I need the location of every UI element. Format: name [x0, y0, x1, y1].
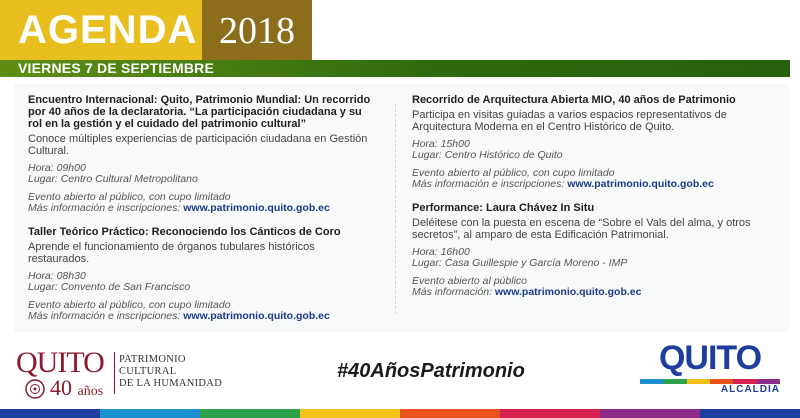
alcaldia-label: ALCALDÍA [720, 384, 780, 395]
event-location: Lugar: Centro Histórico de Quito [412, 149, 563, 161]
event-card [412, 202, 778, 298]
anos-label [50, 376, 103, 404]
event-info-link[interactable]: www.patrimonio.quito.gob.ec [567, 178, 714, 190]
event-description: Participa en visitas guiadas a varios espacios representativos de Arquitectura Moderna en el Centro Histórico de Quito. [412, 109, 727, 133]
event-location: Lugar: Casa Guillespie y García Moreno - IMP [412, 257, 628, 269]
anos-number: 40 [50, 375, 72, 400]
event-info-label: Más información e inscripciones: [412, 178, 565, 190]
event-info-link[interactable]: www.patrimonio.quito.gob.ec [183, 202, 330, 214]
event-title: Performance: Laura Chávez In Situ [412, 202, 595, 214]
event-time: Hora: 08h30 [28, 270, 86, 282]
event-title: Recorrido de Arquitectura Abierta MIO, 40 años de Patrimonio [412, 94, 736, 106]
bottom-color-band [0, 409, 800, 418]
hashtag: #40AñosPatrimonio [337, 360, 525, 382]
event-description: Conoce múltiples experiencias de participación ciudadana en Gestión Cultural. [28, 133, 368, 157]
column-divider [395, 104, 396, 314]
quito-logo-word: QUITO [16, 346, 104, 379]
footer-divider [114, 352, 115, 394]
event-info [28, 311, 374, 322]
agenda-year: 2018 [202, 0, 312, 60]
events-panel [14, 84, 790, 332]
event-title: Taller Teórico Práctico: Reconociendo los Cánticos de Coro [28, 226, 341, 238]
event-card [412, 94, 778, 190]
event-location: Lugar: Convento de San Francisco [28, 281, 191, 293]
quito-40-anos-logo [16, 348, 116, 400]
event-time: Hora: 09h00 [28, 162, 86, 174]
event-title: Encuentro Internacional: Quito, Patrimonio Mundial: Un recorrido por 40 años de la declaratoria. “La participación ciudadana y su rol en la gestión y el cuidado del patrimonio cultural” [28, 94, 371, 130]
event-info [412, 179, 778, 190]
event-info [412, 287, 778, 298]
event-access: Evento abierto al público, con cupo limitado [28, 191, 231, 203]
event-access: Evento abierto al público [412, 275, 527, 287]
event-description: Deléitese con la puesta en escena de “Sobre el Vals del alma, y otros secretos”, al amparo de esta Edificación Patrimonial. [412, 217, 751, 241]
event-card [28, 94, 374, 214]
event-info-label: Más información: [412, 286, 492, 298]
heritage-line: PATRIMONIO [119, 354, 186, 365]
heritage-label [119, 354, 222, 390]
event-access: Evento abierto al público, con cupo limitado [28, 299, 231, 311]
event-description: Aprende el funcionamiento de órganos tubulares históricos restaurados. [28, 241, 315, 265]
seal-icon [24, 378, 46, 400]
anos-word: años [77, 384, 104, 399]
event-card [28, 226, 374, 322]
heritage-line: DE LA HUMANIDAD [119, 378, 223, 389]
heritage-line: CULTURAL [119, 366, 177, 377]
event-info-label: Más información e inscripciones: [28, 202, 181, 214]
event-access: Evento abierto al público, con cupo limitado [412, 167, 615, 179]
event-info [28, 203, 374, 214]
event-info-link[interactable]: www.patrimonio.quito.gob.ec [494, 286, 642, 298]
agenda-heading: AGENDA [0, 0, 202, 60]
events-column-right [412, 94, 778, 310]
alcaldia-quito-logo [636, 338, 784, 402]
event-time: Hora: 15h00 [412, 138, 470, 150]
event-info-link[interactable]: www.patrimonio.quito.gob.ec [183, 310, 330, 322]
event-location: Lugar: Centro Cultural Metropolitano [28, 173, 198, 185]
date-bar: VIERNES 7 DE SEPTIEMBRE [0, 60, 790, 77]
alcaldia-logo-word: QUITO [658, 339, 762, 377]
event-info-label: Más información e inscripciones: [28, 310, 181, 322]
event-time: Hora: 16h00 [412, 246, 470, 258]
events-column-left [28, 94, 374, 334]
